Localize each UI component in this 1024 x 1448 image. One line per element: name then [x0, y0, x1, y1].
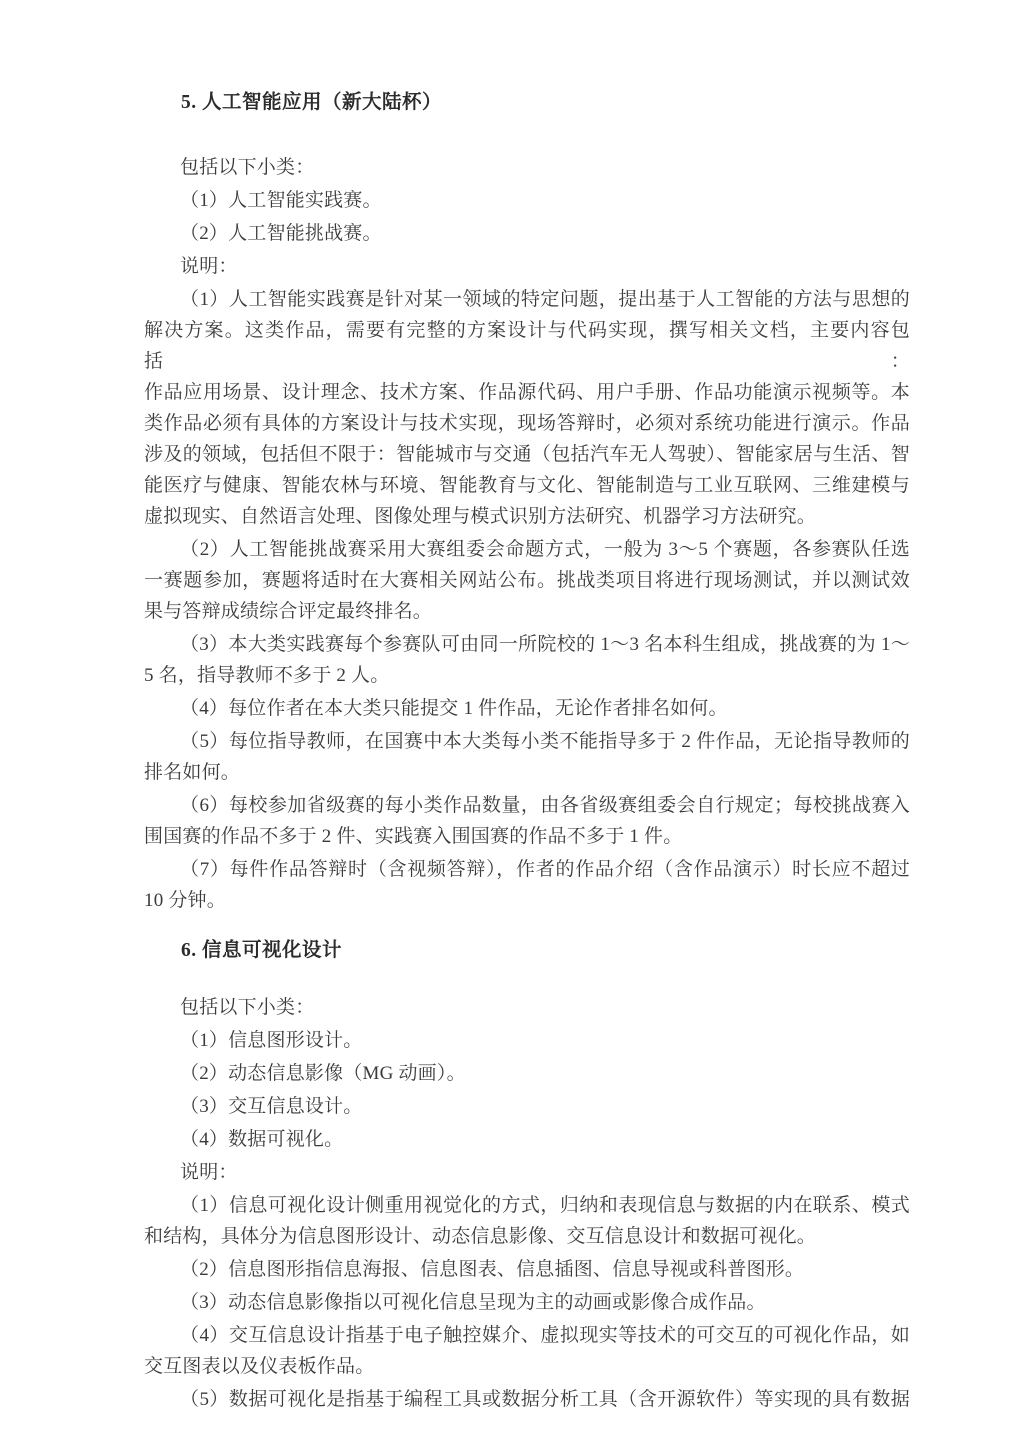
- text-line: 一赛题参加，赛题将适时在大赛相关网站公布。挑战类项目将进行现场测试，并以测试效: [144, 570, 910, 591]
- paragraph: [144, 284, 910, 532]
- text-line: 包括以下小类：: [180, 157, 315, 178]
- paragraph: [144, 726, 910, 788]
- text-line: （4）每位作者在本大类只能提交 1 件作品，无论作者排名如何。: [180, 698, 728, 719]
- text-line: （3）本大类实践赛每个参赛队可由同一所院校的 1～3 名本科生组成，挑战赛的为 1～: [180, 634, 910, 655]
- text-line: （7）每件作品答辩时（含视频答辩），作者的作品介绍（含作品演示）时长应不超过: [180, 859, 910, 880]
- section-body: [144, 992, 910, 1415]
- section-heading: 6. 信息可视化设计: [181, 940, 343, 961]
- paragraph: [144, 854, 910, 916]
- text-line: （4）交互信息设计指基于电子触控媒介、虚拟现实等技术的可交互的可视化作品，如: [180, 1325, 910, 1346]
- text-line: 和结构，具体分为信息图形设计、动态信息影像、交互信息设计和数据可视化。: [144, 1226, 817, 1247]
- paragraph: [144, 1254, 910, 1285]
- paragraph: [144, 534, 910, 627]
- text-line: 果与答辩成绩综合评定最终排名。: [144, 601, 433, 622]
- text-line: 排名如何。: [144, 762, 241, 783]
- text-line: （2）人工智能挑战赛。: [180, 223, 382, 244]
- text-line: （1）信息图形设计。: [180, 1030, 363, 1051]
- paragraph: [144, 629, 910, 691]
- paragraph: [144, 790, 910, 852]
- text-line: 作品应用场景、设计理念、技术方案、作品源代码、用户手册、作品功能演示视频等。本: [144, 382, 910, 403]
- text-line: （5）每位指导教师，在国赛中本大类每小类不能指导多于 2 件作品，无论指导教师的: [180, 731, 910, 752]
- text-line: 涉及的领域，包括但不限于：智能城市与交通（包括汽车无人驾驶）、智能家居与生活、智: [144, 444, 910, 465]
- text-line: 能医疗与健康、智能农林与环境、智能教育与文化、智能制造与工业互联网、三维建模与: [144, 475, 910, 496]
- text-line: （1）人工智能实践赛。: [180, 190, 382, 211]
- paragraph: [144, 693, 910, 724]
- section-info-visualization: [144, 938, 910, 1415]
- text-line: （3）交互信息设计。: [180, 1096, 363, 1117]
- paragraph: [144, 1058, 910, 1089]
- section-body: [144, 152, 910, 916]
- section-heading: 5. 人工智能应用（新大陆杯）: [181, 92, 443, 113]
- text-line: 虚拟现实、自然语言处理、图像处理与模式识别方法研究、机器学习方法研究。: [144, 506, 817, 527]
- text-line: （3）动态信息影像指以可视化信息呈现为主的动画或影像合成作品。: [180, 1292, 766, 1313]
- text-line: 说明：: [180, 256, 238, 277]
- paragraph: [144, 185, 910, 216]
- paragraph: [144, 1157, 910, 1188]
- paragraph: [144, 1287, 910, 1318]
- text-line: 类作品必须有具体的方案设计与技术实现，现场答辩时，必须对系统功能进行演示。作品: [144, 413, 910, 434]
- section-ai-application: [144, 90, 910, 916]
- text-line: 说明：: [180, 1162, 238, 1183]
- paragraph: [144, 152, 910, 183]
- paragraph: [144, 1320, 910, 1382]
- text-line: （1）信息可视化设计侧重用视觉化的方式，归纳和表现信息与数据的内在联系、模式: [180, 1195, 910, 1216]
- text-line: 解决方案。这类作品，需要有完整的方案设计与代码实现，撰写相关文档，主要内容包括：: [144, 320, 910, 372]
- text-line: 10 分钟。: [144, 890, 226, 911]
- paragraph: [144, 218, 910, 249]
- text-line: 包括以下小类：: [180, 997, 315, 1018]
- text-line: （1）人工智能实践赛是针对某一领域的特定问题，提出基于人工智能的方法与思想的: [180, 289, 910, 310]
- paragraph: [144, 1384, 910, 1415]
- text-line: （4）数据可视化。: [180, 1129, 344, 1150]
- text-line: （5）数据可视化是指基于编程工具或数据分析工具（含开源软件）等实现的具有数据: [180, 1389, 910, 1410]
- text-line: （2）人工智能挑战赛采用大赛组委会命题方式，一般为 3～5 个赛题，各参赛队任选: [180, 539, 910, 560]
- paragraph: [144, 251, 910, 282]
- paragraph: [144, 1124, 910, 1155]
- paragraph: [144, 1025, 910, 1056]
- paragraph: [144, 1091, 910, 1122]
- paragraph: [144, 992, 910, 1023]
- text-line: （2）动态信息影像（MG 动画）。: [180, 1063, 466, 1084]
- text-line: （6）每校参加省级赛的每小类作品数量，由各省级赛组委会自行规定；每校挑战赛入: [180, 795, 910, 816]
- paragraph: [144, 1190, 910, 1252]
- text-line: （2）信息图形指信息海报、信息图表、信息插图、信息导视或科普图形。: [180, 1259, 805, 1280]
- text-line: 交互图表以及仪表板作品。: [144, 1356, 375, 1377]
- text-line: 5 名，指导教师不多于 2 人。: [144, 665, 390, 686]
- text-line: 围国赛的作品不多于 2 件、实践赛入围国赛的作品不多于 1 件。: [144, 826, 683, 847]
